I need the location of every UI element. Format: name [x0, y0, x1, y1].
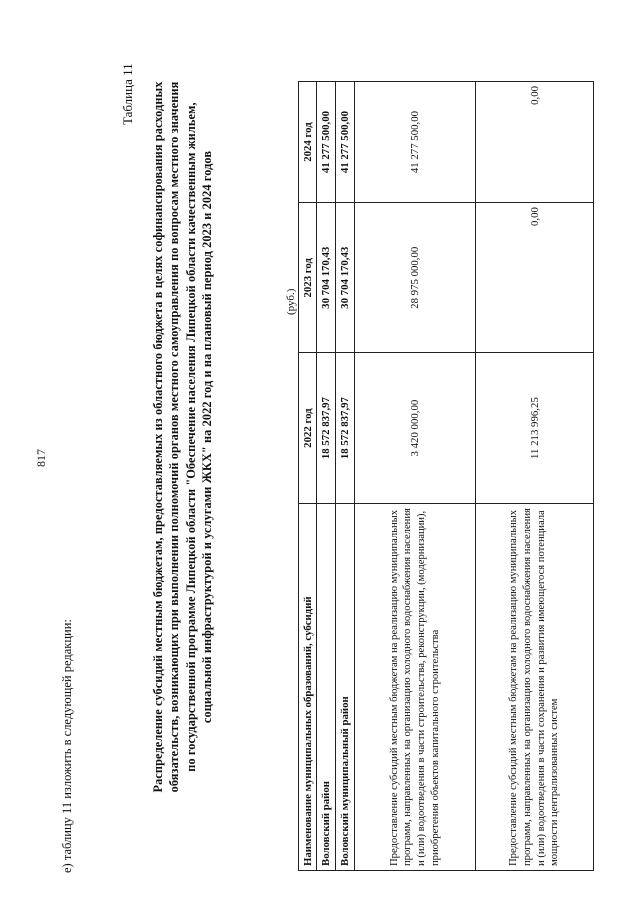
row-name: Воловский район [317, 503, 336, 870]
table-row [355, 82, 476, 871]
intro-text: е) таблицу 11 изложить в следующей редакции: [60, 619, 74, 873]
row-2023: 28 975 000,00 [355, 203, 476, 353]
row-name: Воловский муниципальный район [336, 503, 355, 870]
row-2023: 30 704 170,43 [317, 203, 336, 353]
row-2022: 18 572 837,97 [317, 353, 336, 503]
header-2024: 2024 год [299, 82, 317, 203]
header-name: Наименование муниципальных образований, субсидий [299, 503, 317, 870]
row-2023: 0,00 [476, 203, 594, 353]
unit-label: (руб.) [285, 288, 297, 315]
page-number: 817 [34, 449, 48, 467]
row-2023: 30 704 170,43 [336, 203, 355, 353]
row-2022: 3 420 000,00 [355, 353, 476, 503]
table-row [476, 82, 594, 871]
table-row [336, 82, 355, 871]
table-title: Распределение субсидий местным бюджетам, предоставляемых из областного бюджета в целях софинансирования расходных обязательств, возникающих при выполнении полномочий органов местного самоуправления по вопросам местного значения по государственной программе Липецкой области "Обеспечение населения Липецкой области качественным жильем, социальной инфраструктурой и услугами ЖКХ" на 2022 год и на плановый период 2023 и 2024 годов [151, 81, 215, 793]
row-2024: 0,00 [476, 82, 594, 203]
row-2022: 18 572 837,97 [336, 353, 355, 503]
header-2022: 2022 год [299, 353, 317, 503]
row-name: Предоставление субсидий местным бюджетам на реализацию муниципальных программ, направленных на организацию холодного водоснабжения населения и (или) водоотведения в части строительства, реконструкции, (модернизации), приобретения объектов капитального строительства [355, 503, 476, 870]
row-2022: 11 213 996,25 [476, 353, 594, 503]
row-2024: 41 277 500,00 [336, 82, 355, 203]
subsidy-table [298, 81, 594, 871]
table-header-row [299, 82, 317, 871]
table-row [317, 82, 336, 871]
row-2024: 41 277 500,00 [317, 82, 336, 203]
row-2024: 41 277 500,00 [355, 82, 476, 203]
header-2023: 2023 год [299, 203, 317, 353]
row-name: Предоставление субсидий местным бюджетам на реализацию муниципальных программ, направленных на организацию холодного водоснабжения населения и (или) водоотведения в части сохранения и развития имеющегося потенциала мощности централизованных систем [476, 503, 594, 870]
table-label: Таблица 11 [120, 63, 135, 125]
